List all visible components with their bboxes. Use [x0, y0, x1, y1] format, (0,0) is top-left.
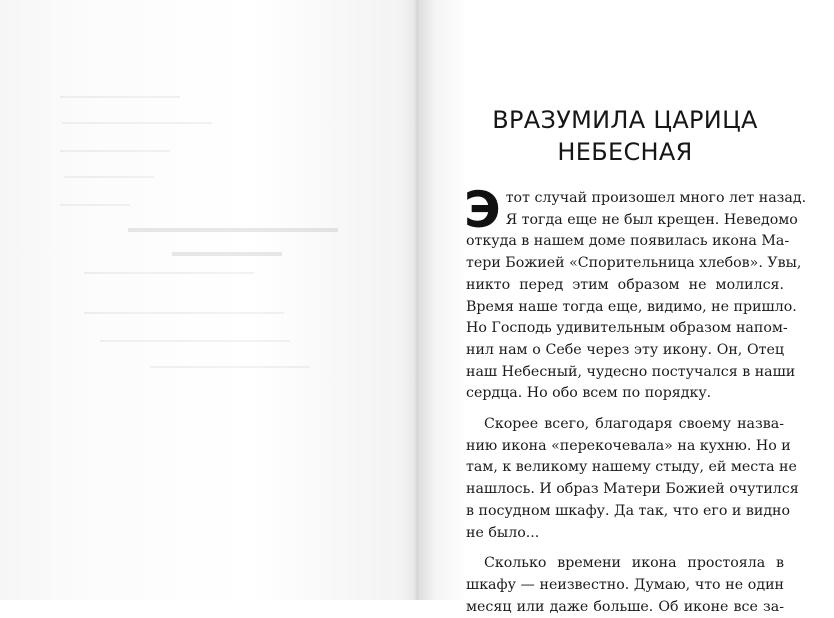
text-line: тот случай произошел много лет назад.	[505, 190, 807, 206]
text-line: в посудном шкафу. Да так, что его и видно	[466, 502, 791, 519]
body-text	[464, 181, 807, 618]
text-line: откуда в нашем доме появилась икона Ма-	[466, 233, 790, 250]
text-line: месяц или даже больше. Об иконе все за-	[466, 598, 784, 615]
text-line: сердца. Но обо всем по порядку.	[466, 385, 712, 402]
text-line: нашлось. И образ Матери Божией очутился	[466, 481, 799, 498]
bleed-through-mark	[84, 272, 254, 274]
text-line: там, к великому нашему стыду, ей места не	[466, 459, 797, 476]
paragraph	[466, 553, 784, 618]
paragraph	[466, 414, 799, 544]
bleed-through-mark	[64, 176, 154, 178]
chapter-title-line-2: НЕБЕСНАЯ	[557, 138, 693, 166]
text-line: Я тогда еще не был крещен. Неведомо	[505, 211, 798, 228]
text-line: нил нам о Себе через эту икону. Он, Отец	[466, 341, 784, 358]
bleed-through-mark	[84, 312, 284, 314]
bleed-through-mark	[150, 366, 310, 368]
bleed-through-mark	[60, 150, 170, 152]
bleed-through-mark	[60, 96, 180, 98]
paragraph	[464, 181, 807, 405]
paragraph-gap	[466, 544, 784, 553]
left-page	[0, 0, 418, 600]
text-line: наш Небесный, чудесно постучался в наши	[466, 363, 796, 380]
chapter-title	[470, 104, 780, 168]
chapter-title-line-1: ВРАЗУМИЛА ЦАРИЦА	[492, 106, 758, 134]
text-line: шкафу — неизвестно. Думаю, что не один	[466, 576, 784, 593]
text-line: не было...	[466, 524, 540, 541]
text-line: тери Божией «Спорительница хлебов». Увы,	[466, 255, 802, 272]
text-line: Скорее всего, благодаря своему назва-	[484, 416, 784, 433]
paragraph-gap	[466, 405, 784, 414]
text-line: нию икона «перекочевала» на кухню. Но и	[466, 437, 791, 454]
bleed-through-mark	[100, 340, 290, 342]
drop-cap: Э	[464, 181, 501, 239]
text-line: Но Господь удивительным образом напом-	[466, 320, 788, 337]
bleed-through-mark	[172, 252, 282, 256]
text-line: никто перед этим образом не молился.	[466, 276, 784, 293]
bleed-through-mark	[60, 204, 130, 206]
bleed-through-mark	[128, 228, 338, 232]
text-line: Сколько времени икона простояла в	[484, 555, 784, 572]
bleed-through-mark	[62, 122, 212, 124]
text-line: Время наше тогда еще, видимо, не пришло.	[466, 298, 797, 315]
